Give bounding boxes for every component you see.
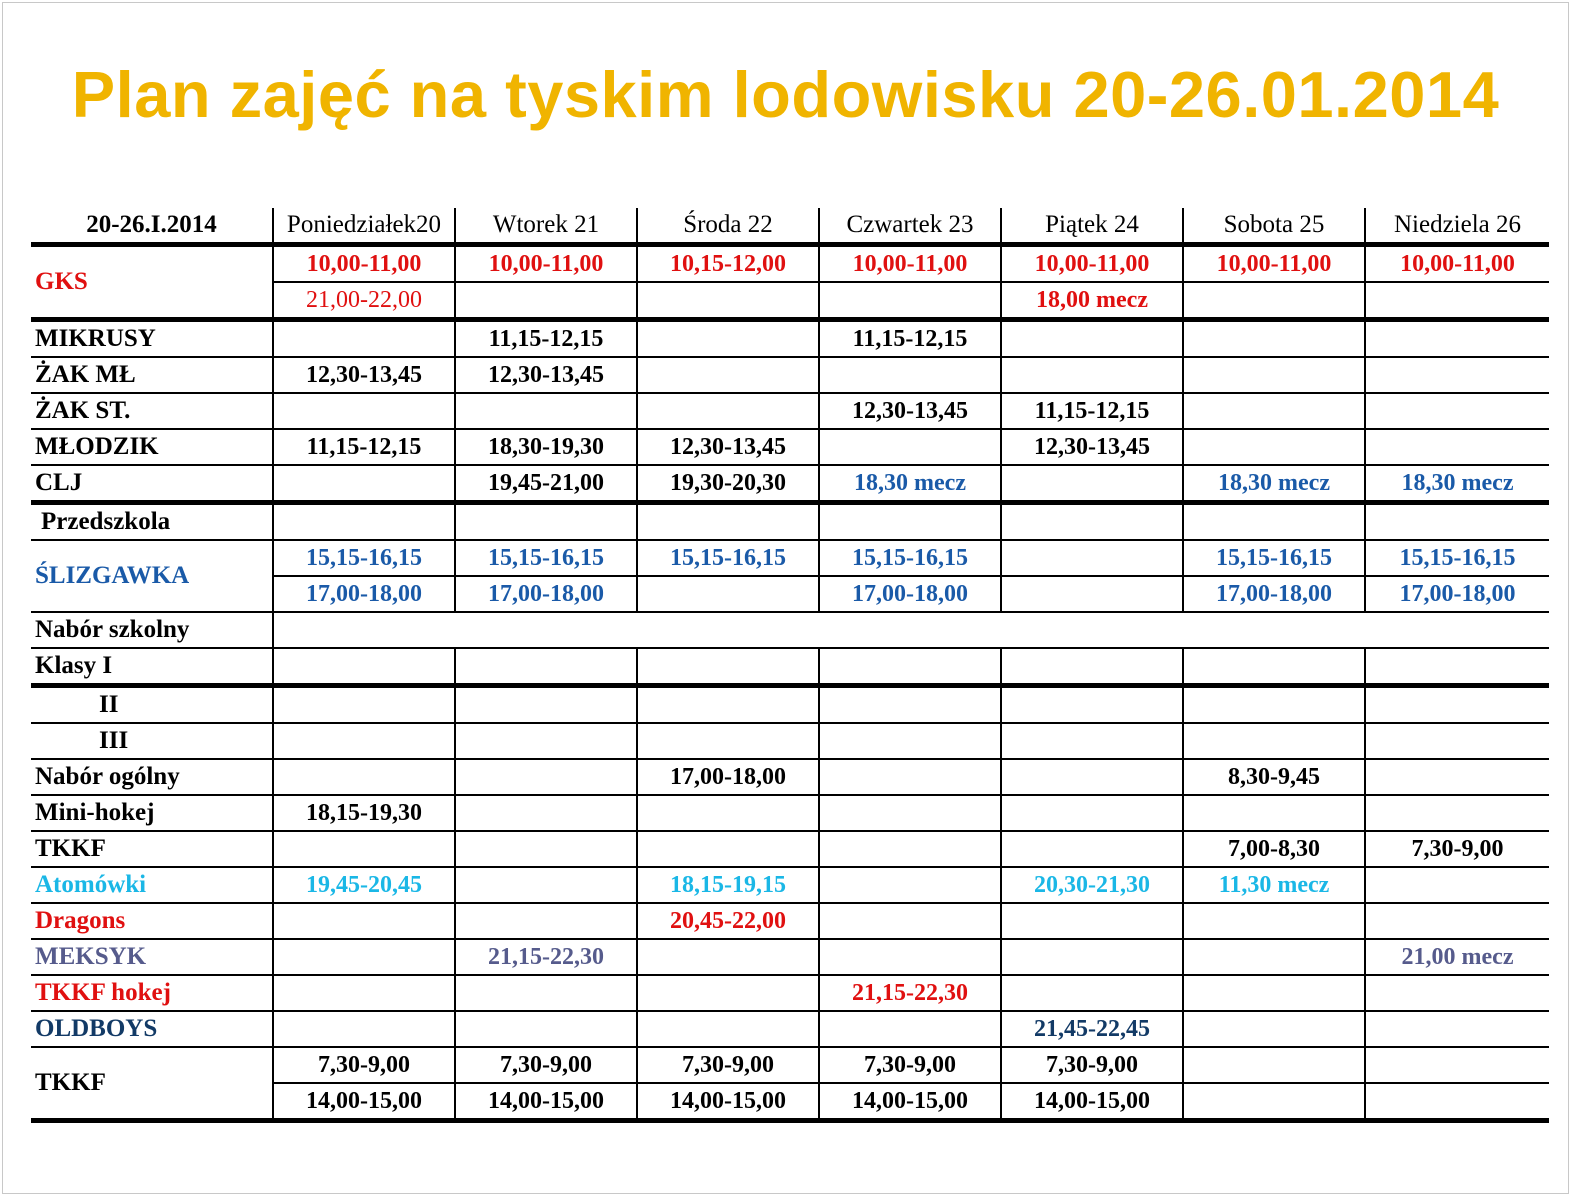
table-row [31, 939, 1549, 975]
schedule-cell [1183, 723, 1365, 759]
schedule-cell: 21,15-22,30 [455, 939, 637, 975]
day-header: Wtorek 21 [455, 208, 637, 245]
schedule-cell [819, 759, 1001, 795]
group-label: TKKF [31, 831, 273, 867]
schedule-cell: 7,30-9,00 [455, 1047, 637, 1083]
schedule-cell [273, 939, 455, 975]
schedule-cell [1365, 1047, 1549, 1083]
schedule-cell [1183, 903, 1365, 939]
table-row [31, 612, 1549, 648]
schedule-cell [273, 723, 455, 759]
schedule-cell [455, 795, 637, 831]
schedule-cell [1365, 723, 1549, 759]
schedule-cell: 15,15-16,15 [273, 540, 455, 576]
group-label: ŚLIZGAWKA [31, 540, 273, 612]
schedule-cell [1183, 393, 1365, 429]
schedule-cell [273, 686, 455, 724]
schedule-cell: 18,30 mecz [819, 465, 1001, 503]
schedule-cell [455, 503, 637, 541]
schedule-cell [1001, 320, 1183, 358]
table-row [31, 357, 1549, 393]
schedule-cell [273, 648, 455, 686]
schedule-cell: 7,30-9,00 [819, 1047, 1001, 1083]
table-row [31, 686, 1549, 724]
table-row [31, 648, 1549, 686]
schedule-cell [1183, 282, 1365, 320]
schedule-cell [1001, 686, 1183, 724]
schedule-cell [273, 393, 455, 429]
table-row [31, 1011, 1549, 1047]
schedule-cell: 18,30-19,30 [455, 429, 637, 465]
schedule-cell [637, 1011, 819, 1047]
group-label: MIKRUSY [31, 320, 273, 358]
schedule-cell: 7,30-9,00 [273, 1047, 455, 1083]
schedule-cell [819, 686, 1001, 724]
group-label: TKKF [31, 1047, 273, 1121]
schedule-cell [637, 503, 819, 541]
schedule-cell [1365, 320, 1549, 358]
schedule-cell [819, 939, 1001, 975]
schedule-cell: 7,30-9,00 [637, 1047, 819, 1083]
schedule-cell [1001, 540, 1183, 576]
schedule-cell [637, 686, 819, 724]
schedule-cell: 12,30-13,45 [273, 357, 455, 393]
schedule-cell [1001, 975, 1183, 1011]
table-row [31, 795, 1549, 831]
schedule-cell [1183, 1083, 1365, 1121]
group-label: Przedszkola [31, 503, 273, 541]
schedule-cell [1365, 867, 1549, 903]
schedule-cell [637, 939, 819, 975]
schedule-cell: 10,15-12,00 [637, 245, 819, 283]
header-row [31, 208, 1549, 245]
schedule-cell: 12,30-13,45 [819, 393, 1001, 429]
schedule-cell [819, 903, 1001, 939]
schedule-cell [819, 282, 1001, 320]
group-label: Nabór szkolny [31, 612, 273, 648]
schedule-cell [1365, 903, 1549, 939]
schedule-cell [819, 503, 1001, 541]
schedule-cell [1365, 1083, 1549, 1121]
schedule-cell [1365, 282, 1549, 320]
schedule-cell [1365, 503, 1549, 541]
group-label: Mini-hokej [31, 795, 273, 831]
schedule-cell [637, 975, 819, 1011]
schedule-cell [1001, 759, 1183, 795]
table-row [31, 831, 1549, 867]
schedule-cell [637, 648, 819, 686]
schedule-cell [1183, 1047, 1365, 1083]
schedule-cell [273, 759, 455, 795]
schedule-cell [455, 975, 637, 1011]
page-title: Plan zajęć na tyskim lodowisku 20-26.01.2014 [71, 58, 1500, 131]
table-row [31, 723, 1549, 759]
schedule-cell [455, 686, 637, 724]
day-header: Piątek 24 [1001, 208, 1183, 245]
table-row [31, 503, 1549, 541]
table-row [31, 393, 1549, 429]
schedule-cell [455, 723, 637, 759]
schedule-cell: 18,00 mecz [1001, 282, 1183, 320]
corner-date-range: 20-26.I.2014 [31, 208, 273, 245]
schedule-cell: 18,30 mecz [1183, 465, 1365, 503]
day-header: Czwartek 23 [819, 208, 1001, 245]
schedule-cell: 18,15-19,30 [273, 795, 455, 831]
schedule-cell [819, 723, 1001, 759]
schedule-cell [1001, 465, 1183, 503]
schedule-cell: 20,30-21,30 [1001, 867, 1183, 903]
schedule-cell [1365, 357, 1549, 393]
schedule-cell [819, 1011, 1001, 1047]
schedule-cell [1183, 320, 1365, 358]
group-label: Klasy I [31, 648, 273, 686]
schedule-cell [1001, 795, 1183, 831]
schedule-cell [455, 867, 637, 903]
schedule-cell [273, 831, 455, 867]
group-label: Dragons [31, 903, 273, 939]
schedule-cell: 14,00-15,00 [273, 1083, 455, 1121]
schedule-cell [1365, 648, 1549, 686]
schedule-cell [637, 393, 819, 429]
schedule-cell [1001, 576, 1183, 612]
schedule-cell: 10,00-11,00 [819, 245, 1001, 283]
schedule-cell: 21,00-22,00 [273, 282, 455, 320]
schedule-cell: 11,15-12,15 [273, 429, 455, 465]
schedule-page [2, 2, 1569, 1194]
schedule-cell: 15,15-16,15 [1365, 540, 1549, 576]
schedule-cell: 20,45-22,00 [637, 903, 819, 939]
schedule-cell [1183, 429, 1365, 465]
schedule-cell: 19,30-20,30 [637, 465, 819, 503]
schedule-cell: 7,00-8,30 [1183, 831, 1365, 867]
group-label: ŻAK MŁ [31, 357, 273, 393]
schedule-cell [455, 282, 637, 320]
schedule-cell: 15,15-16,15 [819, 540, 1001, 576]
schedule-cell: 11,15-12,15 [455, 320, 637, 358]
schedule-cell: 18,30 mecz [1365, 465, 1549, 503]
schedule-cell: 21,15-22,30 [819, 975, 1001, 1011]
schedule-cell [455, 1011, 637, 1047]
schedule-body [31, 208, 1549, 1121]
schedule-cell [1365, 429, 1549, 465]
schedule-cell: 8,30-9,45 [1183, 759, 1365, 795]
schedule-cell [819, 795, 1001, 831]
day-header: Środa 22 [637, 208, 819, 245]
schedule-cell [819, 648, 1001, 686]
schedule-cell: 10,00-11,00 [273, 245, 455, 283]
schedule-cell [273, 975, 455, 1011]
schedule-cell: 15,15-16,15 [1183, 540, 1365, 576]
schedule-cell: 18,15-19,15 [637, 867, 819, 903]
schedule-cell: 15,15-16,15 [637, 540, 819, 576]
schedule-cell: 7,30-9,00 [1365, 831, 1549, 867]
group-label: CLJ [31, 465, 273, 503]
schedule-cell [819, 429, 1001, 465]
schedule-cell [1001, 357, 1183, 393]
schedule-cell: 21,00 mecz [1365, 939, 1549, 975]
schedule-cell [1365, 759, 1549, 795]
schedule-cell [1183, 975, 1365, 1011]
table-row [31, 465, 1549, 503]
schedule-cell [455, 393, 637, 429]
table-row [31, 429, 1549, 465]
schedule-cell [455, 903, 637, 939]
schedule-cell [637, 320, 819, 358]
schedule-cell: 15,15-16,15 [455, 540, 637, 576]
schedule-cell [273, 320, 455, 358]
schedule-cell: 11,15-12,15 [819, 320, 1001, 358]
schedule-cell: 14,00-15,00 [819, 1083, 1001, 1121]
group-label: III [31, 723, 273, 759]
schedule-cell [1001, 648, 1183, 686]
schedule-cell: 14,00-15,00 [1001, 1083, 1183, 1121]
schedule-cell [273, 465, 455, 503]
table-row [31, 759, 1549, 795]
schedule-cell: 12,30-13,45 [455, 357, 637, 393]
table-row [31, 975, 1549, 1011]
schedule-cell [1183, 1011, 1365, 1047]
table-row [31, 1047, 1549, 1083]
schedule-cell [1183, 939, 1365, 975]
day-header: Niedziela 26 [1365, 208, 1549, 245]
schedule-cell [637, 357, 819, 393]
schedule-cell: 17,00-18,00 [819, 576, 1001, 612]
schedule-cell: 11,30 mecz [1183, 867, 1365, 903]
table-row [31, 245, 1549, 283]
schedule-cell [637, 831, 819, 867]
schedule-cell: 14,00-15,00 [637, 1083, 819, 1121]
group-label: OLDBOYS [31, 1011, 273, 1047]
schedule-cell: 10,00-11,00 [455, 245, 637, 283]
schedule-cell [273, 1011, 455, 1047]
schedule-cell [455, 648, 637, 686]
schedule-cell [1001, 503, 1183, 541]
schedule-cell: 12,30-13,45 [637, 429, 819, 465]
schedule-cell: 17,00-18,00 [455, 576, 637, 612]
table-row [31, 320, 1549, 358]
schedule-cell [455, 759, 637, 795]
schedule-cell: 12,30-13,45 [1001, 429, 1183, 465]
schedule-cell: 7,30-9,00 [1001, 1047, 1183, 1083]
group-label: TKKF hokej [31, 975, 273, 1011]
schedule-cell [637, 795, 819, 831]
schedule-cell [819, 867, 1001, 903]
schedule-table [31, 208, 1549, 1123]
schedule-cell [637, 576, 819, 612]
group-label: Nabór ogólny [31, 759, 273, 795]
schedule-cell: 17,00-18,00 [1365, 576, 1549, 612]
group-label: MEKSYK [31, 939, 273, 975]
day-header: Sobota 25 [1183, 208, 1365, 245]
merged-empty-cell [273, 612, 1549, 648]
schedule-cell: 21,45-22,45 [1001, 1011, 1183, 1047]
schedule-cell: 19,45-20,45 [273, 867, 455, 903]
schedule-cell: 17,00-18,00 [1183, 576, 1365, 612]
schedule-cell: 17,00-18,00 [273, 576, 455, 612]
schedule-cell [1183, 503, 1365, 541]
schedule-cell [1365, 686, 1549, 724]
schedule-cell [819, 357, 1001, 393]
schedule-cell [1001, 903, 1183, 939]
schedule-cell [1001, 723, 1183, 759]
schedule-cell [1183, 357, 1365, 393]
table-row [31, 903, 1549, 939]
schedule-cell: 11,15-12,15 [1001, 393, 1183, 429]
group-label: MŁODZIK [31, 429, 273, 465]
schedule-cell [1365, 393, 1549, 429]
schedule-cell: 10,00-11,00 [1001, 245, 1183, 283]
group-label: Atomówki [31, 867, 273, 903]
schedule-cell [1365, 975, 1549, 1011]
schedule-cell [819, 831, 1001, 867]
schedule-cell [273, 503, 455, 541]
schedule-cell: 17,00-18,00 [637, 759, 819, 795]
table-row [31, 540, 1549, 576]
schedule-cell [1183, 686, 1365, 724]
schedule-cell: 10,00-11,00 [1183, 245, 1365, 283]
schedule-cell [1183, 795, 1365, 831]
schedule-cell [273, 903, 455, 939]
schedule-cell [1001, 939, 1183, 975]
table-row [31, 867, 1549, 903]
schedule-cell [455, 831, 637, 867]
day-header: Poniedziałek20 [273, 208, 455, 245]
schedule-cell [637, 723, 819, 759]
schedule-cell [1365, 795, 1549, 831]
group-label: ŻAK ST. [31, 393, 273, 429]
schedule-cell [1365, 1011, 1549, 1047]
schedule-cell: 19,45-21,00 [455, 465, 637, 503]
schedule-cell: 10,00-11,00 [1365, 245, 1549, 283]
schedule-cell: 14,00-15,00 [455, 1083, 637, 1121]
group-label: II [31, 686, 273, 724]
schedule-cell [637, 282, 819, 320]
group-label: GKS [31, 245, 273, 320]
schedule-cell [1183, 648, 1365, 686]
schedule-cell [1001, 831, 1183, 867]
